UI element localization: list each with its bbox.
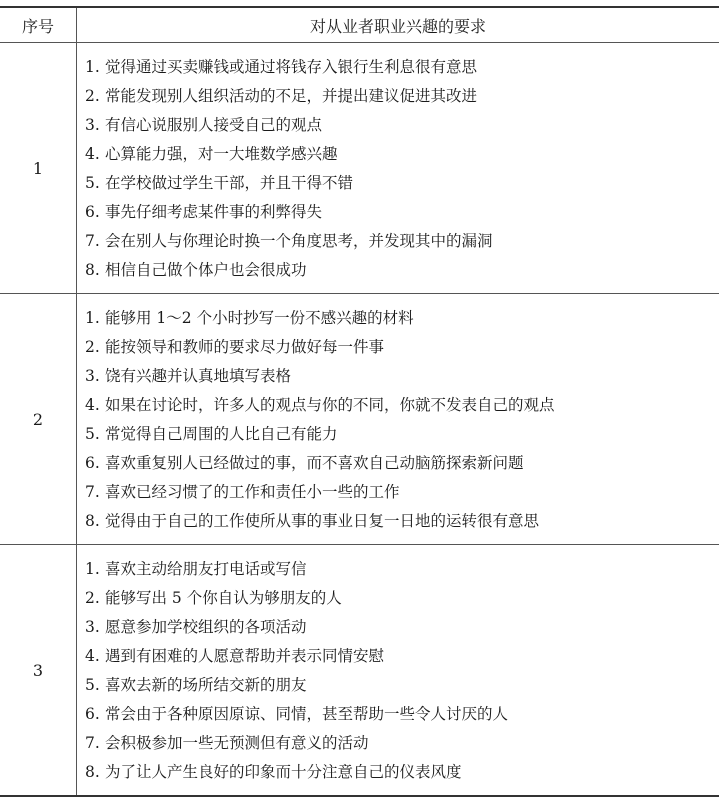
item-text: 喜欢主动给朋友打电话或写信 — [105, 560, 307, 578]
item-number: 7. — [85, 483, 100, 501]
item-text: 喜欢去新的场所结交新的朋友 — [105, 676, 307, 694]
item-text: 觉得由于自己的工作使所从事的事业日复一日地的运转很有意思 — [105, 512, 540, 530]
item-number: 5. — [85, 676, 100, 694]
item-number: 7. — [85, 232, 100, 250]
list-item — [85, 613, 719, 642]
list-item — [85, 671, 719, 700]
item-number: 3. — [85, 116, 100, 134]
group-number: 2 — [0, 294, 77, 544]
list-item — [85, 53, 719, 82]
item-number: 5. — [85, 425, 100, 443]
list-item — [85, 82, 719, 111]
item-text: 喜欢重复别人已经做过的事，而不喜欢自己动脑筋探索新问题 — [105, 454, 524, 472]
item-text: 为了让人产生良好的印象而十分注意自己的仪表风度 — [105, 763, 462, 781]
item-text: 会在别人与你理论时换一个角度思考，并发现其中的漏洞 — [105, 232, 493, 250]
item-number: 2. — [85, 589, 100, 607]
list-item — [85, 642, 719, 671]
item-text: 相信自己做个体户也会很成功 — [105, 261, 307, 279]
item-number: 2. — [85, 338, 100, 356]
item-text: 会积极参加一些无预测但有意义的活动 — [105, 734, 369, 752]
item-text: 常觉得自己周围的人比自己有能力 — [105, 425, 338, 443]
item-text: 愿意参加学校组织的各项活动 — [105, 618, 307, 636]
item-number: 4. — [85, 145, 100, 163]
item-text: 能按领导和教师的要求尽力做好每一件事 — [105, 338, 385, 356]
list-item — [85, 111, 719, 140]
list-item — [85, 140, 719, 169]
list-item — [85, 449, 719, 478]
item-text: 心算能力强，对一大堆数学感兴趣 — [105, 145, 338, 163]
table-header-row — [0, 8, 719, 43]
requirement-list — [77, 545, 719, 795]
item-text: 在学校做过学生干部，并且干得不错 — [105, 174, 354, 192]
item-number: 3. — [85, 618, 100, 636]
group-number: 3 — [0, 545, 77, 795]
item-number: 6. — [85, 203, 100, 221]
list-item — [85, 507, 719, 536]
item-text: 如果在讨论时，许多人的观点与你的不同，你就不发表自己的观点 — [105, 396, 555, 414]
table-row-group-2 — [0, 294, 719, 545]
requirement-list — [77, 43, 719, 293]
list-item — [85, 555, 719, 584]
item-number: 1. — [85, 58, 100, 76]
table-row-group-3 — [0, 545, 719, 795]
item-text: 有信心说服别人接受自己的观点 — [105, 116, 323, 134]
list-item — [85, 700, 719, 729]
list-item — [85, 584, 719, 613]
item-number: 4. — [85, 396, 100, 414]
header-number: 序号 — [0, 8, 77, 42]
list-item — [85, 169, 719, 198]
item-text: 常能发现别人组织活动的不足，并提出建议促进其改进 — [105, 87, 478, 105]
item-number: 1. — [85, 309, 100, 327]
item-number: 8. — [85, 512, 100, 530]
item-number: 4. — [85, 647, 100, 665]
item-text: 常会由于各种原因原谅、同情，甚至帮助一些令人讨厌的人 — [105, 705, 509, 723]
header-requirements: 对从业者职业兴趣的要求 — [309, 16, 486, 36]
item-text: 饶有兴趣并认真地填写表格 — [105, 367, 292, 385]
list-item — [85, 198, 719, 227]
group-number: 1 — [0, 43, 77, 293]
item-text: 喜欢已经习惯了的工作和责任小一些的工作 — [105, 483, 400, 501]
requirement-list — [77, 294, 719, 544]
item-number: 5. — [85, 174, 100, 192]
item-number: 7. — [85, 734, 100, 752]
item-number: 3. — [85, 367, 100, 385]
item-number: 1. — [85, 560, 100, 578]
list-item — [85, 758, 719, 787]
list-item — [85, 333, 719, 362]
list-item — [85, 304, 719, 333]
list-item — [85, 478, 719, 507]
list-item — [85, 362, 719, 391]
item-text: 觉得通过买卖赚钱或通过将钱存入银行生利息很有意思 — [105, 58, 478, 76]
interest-requirements-table — [0, 6, 719, 797]
item-number: 8. — [85, 763, 100, 781]
list-item — [85, 729, 719, 758]
list-item — [85, 256, 719, 285]
item-number: 6. — [85, 454, 100, 472]
table-row-group-1 — [0, 43, 719, 294]
list-item — [85, 391, 719, 420]
item-number: 6. — [85, 705, 100, 723]
item-text: 能够写出 5 个你自认为够朋友的人 — [105, 589, 342, 607]
item-text: 事先仔细考虑某件事的利弊得失 — [105, 203, 323, 221]
item-text: 能够用 1～2 个小时抄写一份不感兴趣的材料 — [105, 309, 414, 327]
item-number: 8. — [85, 261, 100, 279]
item-number: 2. — [85, 87, 100, 105]
item-text: 遇到有困难的人愿意帮助并表示同情安慰 — [105, 647, 385, 665]
list-item — [85, 420, 719, 449]
list-item — [85, 227, 719, 256]
